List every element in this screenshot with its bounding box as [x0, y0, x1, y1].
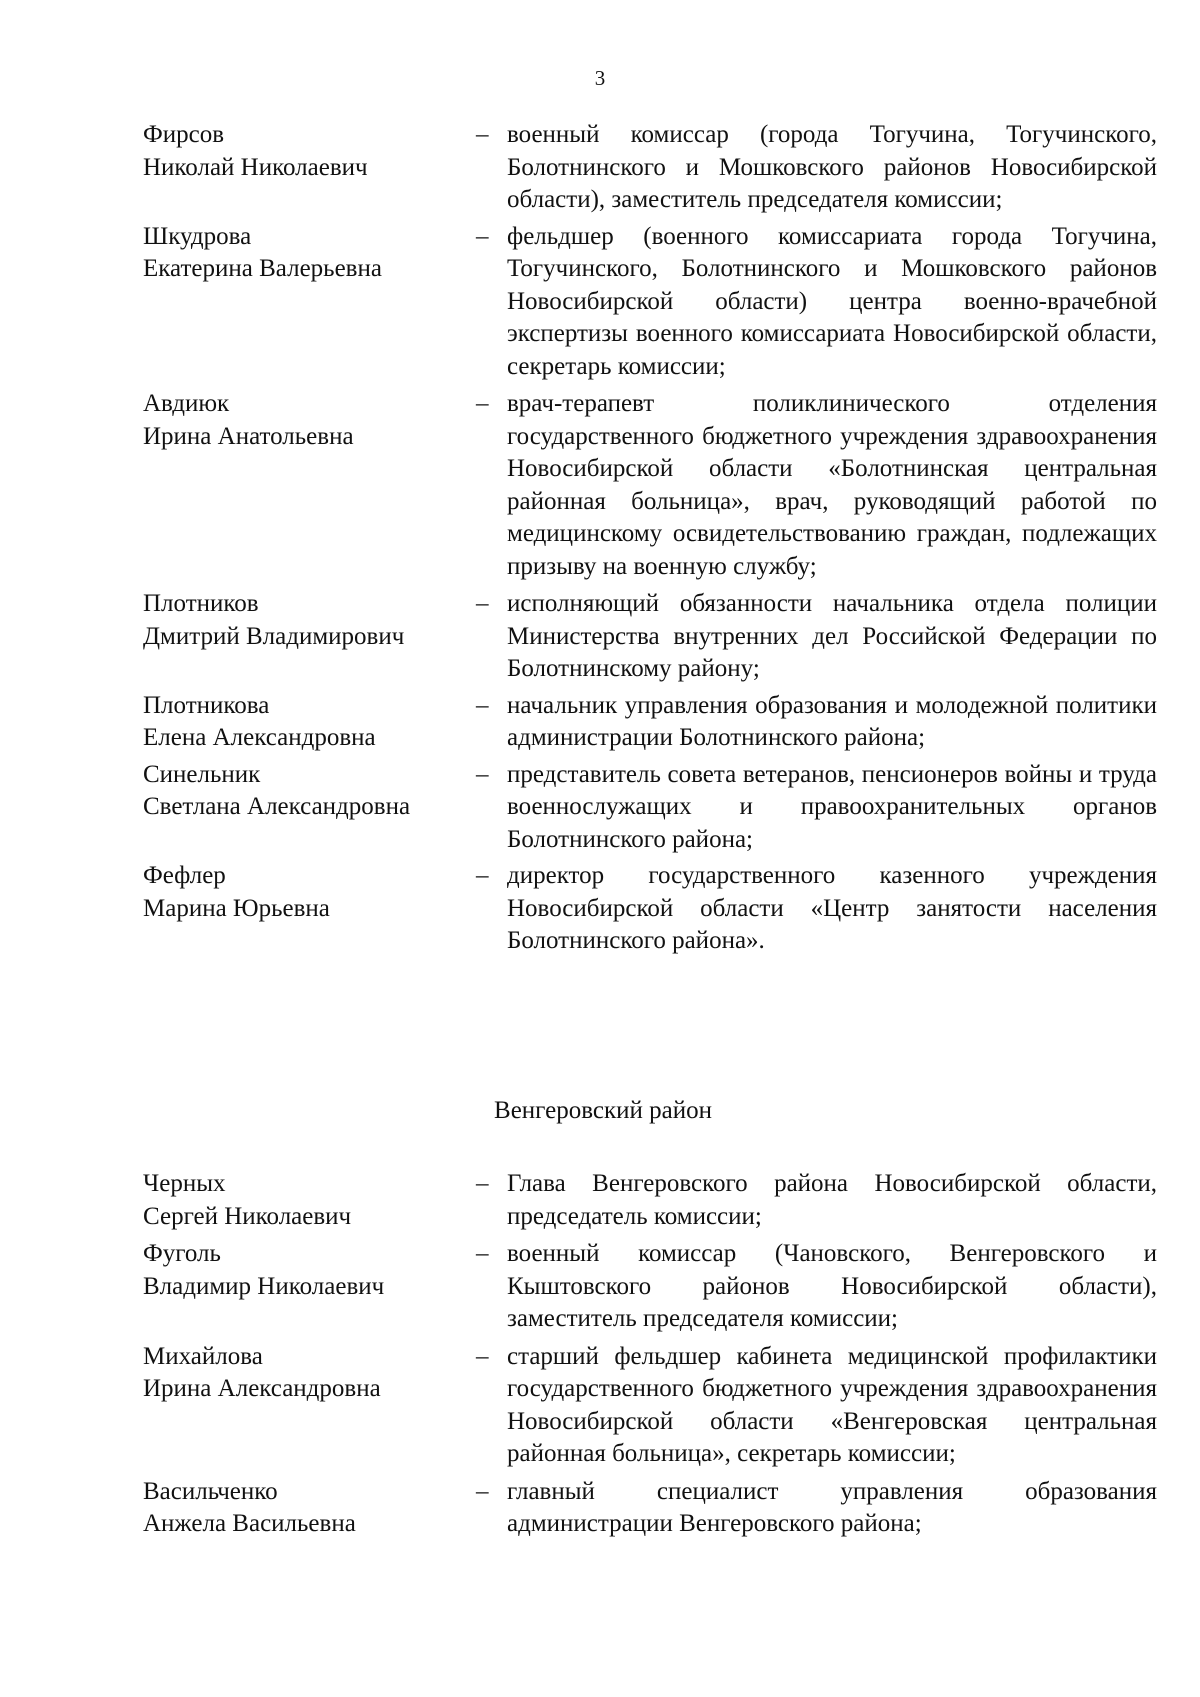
member-list-section-2 [143, 1168, 1157, 1541]
member-role: начальник управления образования и молодежной политики администрации Болотнинского района; [507, 691, 1157, 751]
dash-separator: – [476, 1170, 489, 1197]
member-given-names: Марина Юрьевна [143, 894, 330, 922]
member-surname: Синельник [143, 760, 261, 788]
dash-separator: – [476, 760, 489, 788]
member-name [143, 860, 463, 925]
member-entry [143, 860, 1157, 958]
member-entry [143, 1341, 1157, 1471]
member-role: фельдшер (военного комиссариата города Тогучина, Тогучинского, Болотнинского и Мошковского районов Новосибирской области) центра военно-врачебной экспертизы военного комиссариата Новосибирской области, секретарь комиссии; [507, 222, 1157, 380]
member-name [143, 1476, 463, 1541]
member-surname: Фефлер [143, 862, 226, 889]
member-role: директор государственного казенного учреждения Новосибирской области «Центр занятости населения Болотнинского района». [507, 862, 1157, 954]
member-role: врач-терапевт поликлинического отделения государственного бюджетного учреждения здравоохранения Новосибирской области «Болотнинская центральная районная больница», врач, руководящий работой по медицинскому освидетельствованию граждан, подлежащих призыву на военную службу; [507, 390, 1157, 580]
member-role: старший фельдшер кабинета медицинской профилактики государственного бюджетного учреждения здравоохранения Новосибирской области «Венгеровская центральная районная больница», секретарь комиссии; [507, 1342, 1157, 1467]
dash-separator: – [476, 590, 489, 617]
member-entry [143, 759, 1157, 857]
member-entry [143, 1238, 1157, 1336]
member-role: представитель совета ветеранов, пенсионеров войны и труда военнослужащих и правоохранительных органов Болотнинского района; [507, 760, 1157, 853]
member-name [143, 1238, 463, 1303]
dash-separator: – [476, 222, 489, 250]
member-name [143, 759, 463, 824]
member-given-names: Светлана Александровна [143, 793, 411, 820]
member-given-names: Елена Александровна [143, 724, 376, 751]
dash-separator: – [476, 691, 489, 719]
member-name [143, 119, 463, 184]
member-name [143, 1341, 463, 1406]
member-surname: Плотникова [143, 691, 270, 719]
member-given-names: Николай Николаевич [143, 153, 368, 181]
member-role: главный специалист управления образования администрации Венгеровского района; [507, 1477, 1157, 1537]
member-list-section-1 [143, 119, 1157, 958]
page-number: 3 [594, 66, 606, 90]
member-surname: Черных [143, 1170, 226, 1197]
member-surname: Фуголь [143, 1240, 221, 1267]
member-given-names: Екатерина Валерьевна [143, 255, 382, 282]
dash-separator: – [476, 390, 489, 417]
member-surname: Авдиюк [143, 390, 230, 417]
member-entry [143, 388, 1157, 583]
member-given-names: Ирина Анатольевна [143, 422, 354, 450]
member-given-names: Ирина Александровна [143, 1375, 381, 1402]
member-entry [143, 588, 1157, 686]
section-heading: Венгеровский район [494, 1097, 712, 1124]
member-role: исполняющий обязанности начальника отдела полиции Министерства внутренних дел Российской Федерации по Болотнинскому району; [507, 590, 1157, 682]
member-given-names: Анжела Васильевна [143, 1510, 356, 1537]
member-role: военный комиссар (Чановского, Венгеровского и Кыштовского районов Новосибирской области), заместитель председателя комиссии; [507, 1240, 1157, 1332]
member-given-names: Дмитрий Владимирович [143, 622, 405, 650]
member-entry [143, 119, 1157, 217]
member-entry [143, 221, 1157, 384]
dash-separator: – [476, 862, 489, 889]
member-name [143, 588, 463, 653]
member-surname: Шкудрова [143, 222, 252, 250]
member-name [143, 690, 463, 755]
member-name [143, 1168, 463, 1233]
member-entry [143, 1476, 1157, 1541]
member-name [143, 388, 463, 453]
member-name [143, 221, 463, 286]
member-role: Глава Венгеровского района Новосибирской области, председатель комиссии; [507, 1170, 1157, 1230]
member-surname: Фирсов [143, 121, 225, 148]
dash-separator: – [476, 1477, 489, 1505]
member-role: военный комиссар (города Тогучина, Тогучинского, Болотнинского и Мошковского районов Новосибирской области), заместитель председателя комиссии; [507, 121, 1157, 213]
dash-separator: – [476, 121, 489, 148]
member-entry [143, 1168, 1157, 1233]
member-given-names: Сергей Николаевич [143, 1202, 352, 1230]
member-surname: Васильченко [143, 1477, 278, 1505]
member-surname: Плотников [143, 590, 259, 617]
member-entry [143, 690, 1157, 755]
member-given-names: Владимир Николаевич [143, 1272, 385, 1300]
dash-separator: – [476, 1342, 489, 1370]
dash-separator: – [476, 1240, 489, 1267]
member-surname: Михайлова [143, 1342, 263, 1370]
